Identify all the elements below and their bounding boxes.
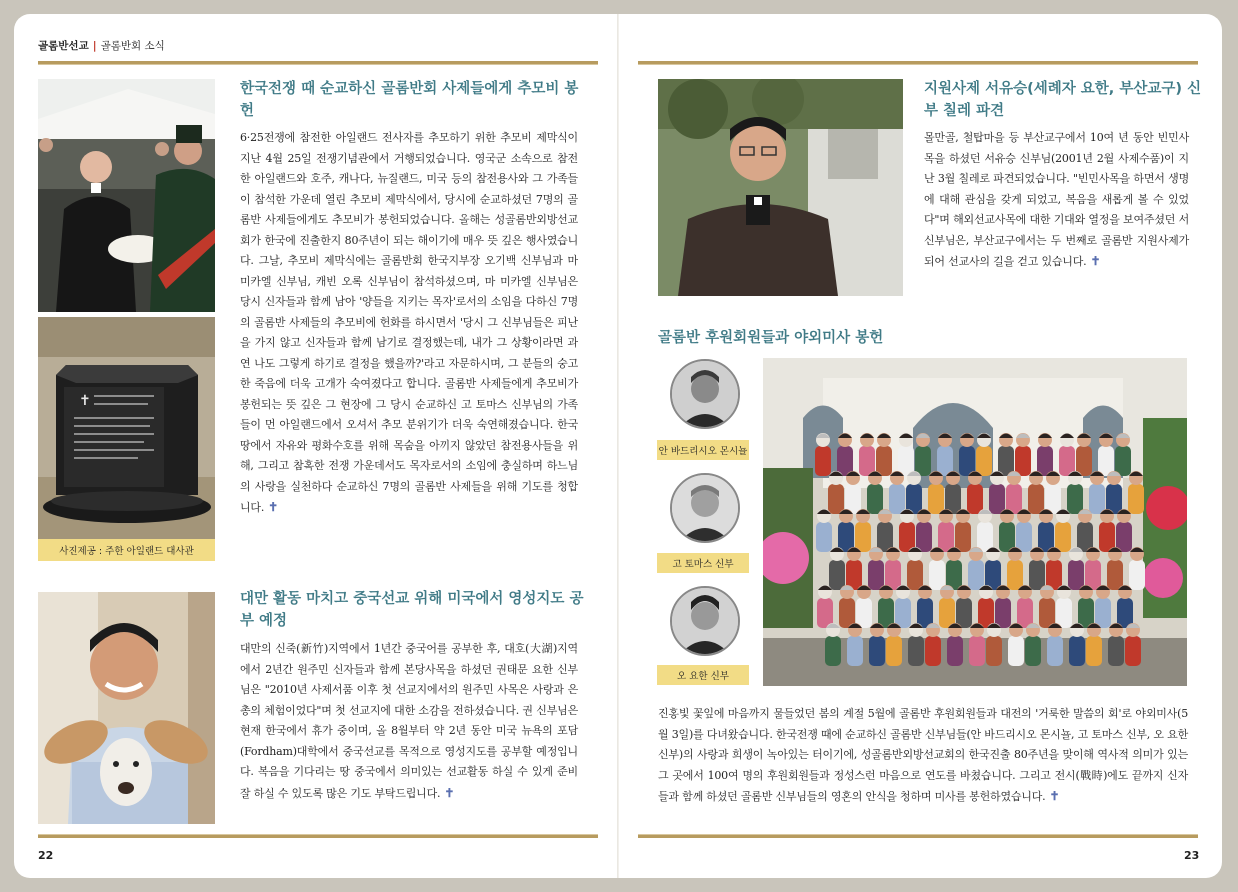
header-section: 골롬반회 소식 <box>100 40 165 52</box>
header-series: 골롬반선교 <box>38 40 89 52</box>
top-rule-right <box>638 61 1198 65</box>
memorial-photo-credit: 사진제공 : 주한 아일랜드 대사관 <box>38 539 215 561</box>
memorial-stone-photo <box>38 317 215 539</box>
article-2-text: 대만의 신죽(新竹)지역에서 1년간 중국어를 공부한 후, 대호(大湖)지역에서 2년간 원주민 신자들과 함께 본당사목을 하셨던 권태문 요한 신부님은 "2010년 사제서품 이후 첫 선교지에서의 원주민 사목은 사랑과 은총의 체험이었다"며 첫 선교지에 대한 소감을 전하셨습니다. 권 신부님은 현재 한국에서 휴가 중이며, 올 8월부터 약 2년 동안 미국 뉴욕의 포담(Fordham)대학에서 중국선교를 목적으로 영성지도를 공부할 예정입니다. 복음을 기다리는 땅 중국에서 의미있는 선교활동 하실 수 있게 준비 잘 하실 수 있도록 많은 기도 부탁드립니다. <box>240 642 578 800</box>
page-number-left: 22 <box>38 849 54 862</box>
bottom-rule-right <box>638 834 1198 838</box>
article-3-body <box>924 128 1189 273</box>
portrait-fr-thomas <box>670 473 740 543</box>
portrait-fr-john <box>670 586 740 656</box>
priest-portrait-photo <box>658 79 903 296</box>
magazine-spread <box>14 14 1222 878</box>
top-rule-left <box>38 61 598 65</box>
cross-mark-icon: ✝ <box>268 500 279 514</box>
article-1-body <box>240 128 578 519</box>
article-2-headline: 대만 활동 마치고 중국선교 위해 미국에서 영성지도 공부 예정 <box>240 591 584 629</box>
article-3-text: 몰만골, 철탑마을 등 부산교구에서 10여 년 동안 빈민사목을 하셨던 서유승 신부님(2001년 2월 사제수품)이 지난 3월 칠레로 파견되었습니다. "빈민사목을 하면서 생명에 대해 관심을 갖게 되었고, 복음을 새롭게 볼 수 있었다"며 해외선교사목에 대한 기대와 열정을 보여주셨던 서 신부님은, 부산교구에서는 두 번째로 골롬반 지원사제가 되어 선교사의 길을 걷고 있습니다. <box>924 131 1189 268</box>
page-fold <box>617 14 619 878</box>
running-header <box>38 38 165 53</box>
article-4-text: 진홍빛 꽃잎에 마음까지 물들었던 봄의 계절 5월에 골롬반 후원회원들과 대전의 '거룩한 말씀의 회'로 야외미사(5월 3일)를 다녀왔습니다. 한국전쟁 때에 순교하신 골롬반 신부님들(안 바드리시오 몬시뇰, 고 토마스 신부, 오 요한 신부)의 사랑과 희생이 녹아있는 터이기에, 성골롬반외방선교회의 한국진출 80주년을 맞이해 역사적 의미가 있는 그 곳에서 100여 명의 후원회원들과 정성스런 마음으로 연도를 바쳤습니다. 그리고 전시(戰時)에도 끝까지 신자들과 함께 하셨던 골롬반 신부님들의 영혼의 안식을 청하며 미사를 봉헌하였습니다. <box>658 707 1188 803</box>
portrait-msgr-patrick <box>670 359 740 429</box>
svg-text:✝: ✝ <box>79 393 91 409</box>
group-mass-photo <box>763 358 1187 686</box>
portrait-label-2: 고 토마스 신부 <box>657 553 749 573</box>
cross-mark-icon: ✝ <box>1090 254 1101 268</box>
portrait-label-1: 안 바드리시오 몬시뇰 <box>657 440 749 460</box>
article-1-text: 6·25전쟁에 참전한 아일랜드 전사자를 추모하기 위한 추모비 제막식이 지난 4월 25일 전쟁기념관에서 거행되었습니다. 영국군 소속으로 참전한 아일랜드와 호주, 캐나다, 뉴질랜드, 미국 등의 참전용사와 그 가족들이 참석한 가운데 열린 추모비 제막식에서, 당시에 순교하셨던 7명의 골롬반 사제들에게도 추모비가 봉헌되었습니다. 올해는 성골롬반외방선교회가 한국에 진출한지 80주년이 되는 해이기에 매우 뜻 깊은 행사였습니다. 그날, 추모비 제막식에는 골롬반회 한국지부장 오기백 신부님과 마 미카엘 신부님, 캐빈 오록 신부님이 참석하셨으며, 마 미카엘 신부님은 당시 신자들과 함께 남아 '양들을 지키는 목자'로서의 소임을 다하신 7명의 골롬반 사제들의 추모비에 헌화를 하시면서 '당시 그 신부님들은 피난을 가지 않고 신자들과 함께 남기로 결정했는데, 내가 그 상황이라면 과연 나도 그렇게 하기로 결정을 했을까?'라고 자문하시며, 그 분들의 숭고한 죽음에 더욱 고개가 숙여졌다고 합니다. 골롬반 사제들에게 추모비가 봉헌되는 뜻 깊은 그 현장에 그 당시 순교하신 고 토마스 신부님의 가족들이 먼 아일랜드에서 오셔서 추모 분위기가 더욱 숙연해졌습니다. 한국 땅에서 자유와 평화수호를 위해 목숨을 아끼지 않았던 참전용사들을 위해, 그리고 참혹한 전쟁 가운데서도 목자로서의 소임에 충실하며 하느님의 사랑을 실천하다 순교하신 7명의 골롬반 사제들을 위해 기도를 청합니다. <box>240 131 578 514</box>
article-1-headline: 한국전쟁 때 순교하신 골롬반회 사제들에게 추모비 봉헌 <box>240 81 579 119</box>
priest-with-dog-photo <box>38 592 215 824</box>
portrait-label-3: 오 요한 신부 <box>657 665 749 685</box>
cross-mark-icon: ✝ <box>444 785 455 800</box>
article-4-headline: 골롬반 후원회원들과 야외미사 봉헌 <box>658 330 884 346</box>
memorial-ceremony-photo <box>38 79 215 312</box>
article-3-headline: 지원사제 서유승(세례자 요한, 부산교구) 신부 칠레 파견 <box>924 81 1202 119</box>
page-number-right: 23 <box>1184 849 1200 862</box>
cross-mark-icon: ✝ <box>1049 789 1060 803</box>
bottom-rule-left <box>38 834 598 838</box>
article-2-body <box>240 639 578 804</box>
header-separator: | <box>92 40 97 52</box>
article-4-body <box>658 704 1188 808</box>
